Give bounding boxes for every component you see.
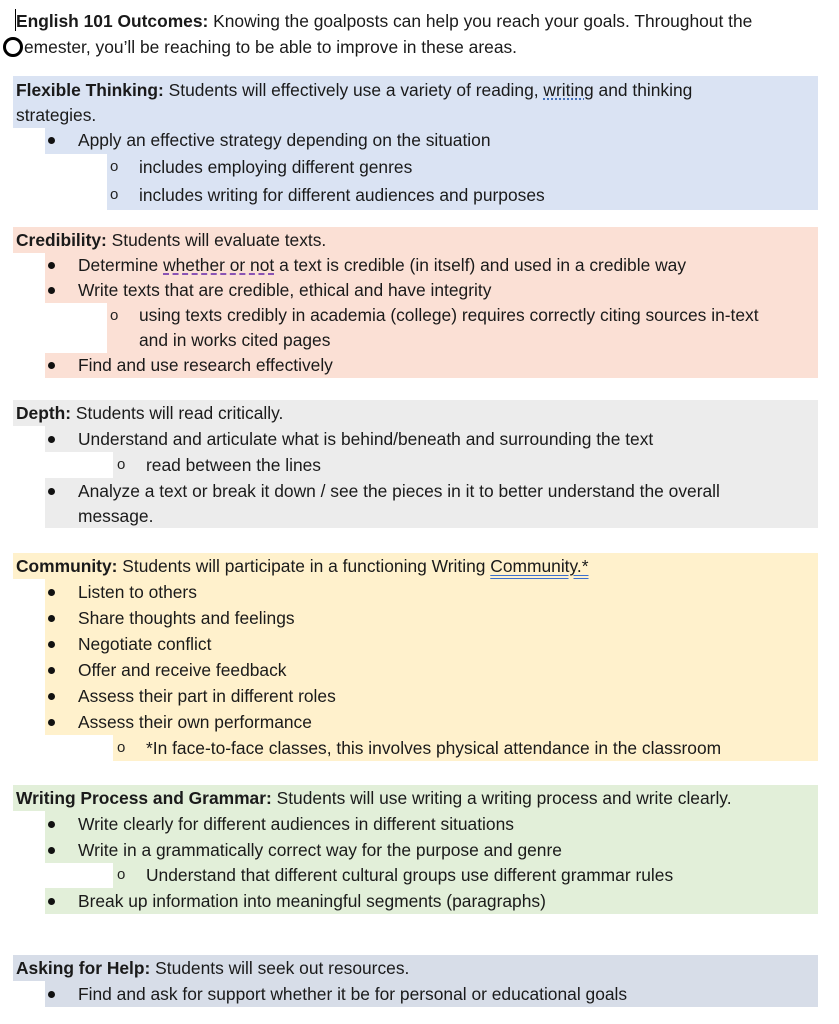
list-item: Share thoughts and feelings	[78, 608, 295, 628]
sub-bullet-icon: o	[110, 186, 119, 203]
list-item: Understand and articulate what is behind/beneath and surrounding the text	[78, 429, 654, 449]
list-item: *In face-to-face classes, this involves physical attendance in the classroom	[146, 738, 722, 758]
list-item: includes employing different genres	[139, 157, 413, 177]
writing-lead-text: Students will use writing a writing process and write clearly.	[271, 788, 732, 808]
list-item: includes writing for different audiences and purposes	[139, 185, 545, 205]
bullet-icon	[48, 262, 55, 269]
depth-lead	[16, 400, 283, 426]
intro-line-2	[24, 34, 517, 60]
bullet-icon	[48, 615, 55, 622]
flexible-spell-underline: writing	[543, 80, 594, 100]
bullet-icon	[48, 693, 55, 700]
bullet-icon	[48, 641, 55, 648]
bullet-icon	[48, 898, 55, 905]
intro-text-2: emester, you’ll be reaching to be able to improve in these areas.	[24, 37, 518, 57]
list-item: Offer and receive feedback	[78, 660, 287, 680]
writing-lead	[16, 785, 732, 811]
bullet-icon	[48, 991, 55, 998]
bullet-icon	[48, 137, 55, 144]
flexible-heading: Flexible Thinking:	[16, 80, 164, 100]
bullet-icon	[48, 436, 55, 443]
bullet-icon	[48, 847, 55, 854]
list-item: Understand that different cultural groups use different grammar rules	[146, 865, 674, 885]
help-heading: Asking for Help:	[16, 958, 151, 978]
flexible-lead-line-2	[16, 102, 96, 128]
list-item: Analyze a text or break it down / see the pieces in it to better understand the overall	[78, 481, 720, 501]
bullet-icon	[48, 287, 55, 294]
list-item: using texts credibly in academia (college) requires correctly citing sources in-text	[139, 305, 759, 325]
sub-bullet-icon: o	[110, 307, 119, 324]
list-item: Write in a grammatically correct way for the purpose and genre	[78, 840, 562, 860]
credibility-heading: Credibility:	[16, 230, 107, 250]
bullet-icon	[48, 821, 55, 828]
credibility-lead	[16, 227, 326, 253]
help-lead	[16, 955, 409, 981]
bullet-icon	[48, 362, 55, 369]
sub-bullet-icon: o	[117, 456, 126, 473]
intro-text-1: Knowing the goalposts can help you reach your goals. Throughout the	[208, 11, 753, 31]
list-item: Find and ask for support whether it be for personal or educational goals	[78, 984, 628, 1004]
bullet-icon	[48, 667, 55, 674]
sub-bullet-icon: o	[117, 739, 126, 756]
credibility-lead-text: Students will evaluate texts.	[106, 230, 327, 250]
list-item: Write clearly for different audiences in different situations	[78, 814, 514, 834]
list-item-continuation: and in works cited pages	[139, 330, 331, 350]
bullet-icon	[48, 488, 55, 495]
grammar-underline: whether or not	[163, 255, 275, 275]
list-item: read between the lines	[146, 455, 321, 475]
list-item: Find and use research effectively	[78, 355, 333, 375]
help-lead-text: Students will seek out resources.	[150, 958, 410, 978]
flexible-lead-b: and thinking	[593, 80, 693, 100]
list-item: Negotiate conflict	[78, 634, 212, 654]
depth-lead-text: Students will read critically.	[71, 403, 284, 423]
flexible-lead	[16, 77, 692, 103]
list-item: Assess their part in different roles	[78, 686, 336, 706]
intro-line-1	[16, 8, 752, 34]
sub-bullet-icon: o	[110, 158, 119, 175]
credibility-b1-b: a text is credible (in itself) and used in a credible way	[274, 255, 687, 275]
list-item: Apply an effective strategy depending on the situation	[78, 130, 491, 150]
list-item: Assess their own performance	[78, 712, 312, 732]
community-heading: Community:	[16, 556, 118, 576]
list-item: Break up information into meaningful segments (paragraphs)	[78, 891, 546, 911]
intro-title: English 101 Outcomes:	[16, 11, 209, 31]
flexible-lead-a: Students will effectively use a variety of reading,	[163, 80, 544, 100]
circle-marker-icon	[3, 37, 23, 57]
list-item: Write texts that are credible, ethical and have integrity	[78, 280, 492, 300]
community-lead-text: Students will participate in a functioning Writing	[117, 556, 491, 576]
flexible-lead-2: strategies.	[16, 105, 97, 125]
writing-heading: Writing Process and Grammar:	[16, 788, 272, 808]
list-item	[78, 252, 686, 278]
depth-heading: Depth:	[16, 403, 72, 423]
credibility-b1-a: Determine	[78, 255, 164, 275]
bullet-icon	[48, 589, 55, 596]
list-item-continuation: message.	[78, 506, 154, 526]
list-item: Listen to others	[78, 582, 197, 602]
community-lead	[16, 553, 589, 579]
community-link: Community.*	[490, 556, 589, 576]
sub-bullet-icon: o	[117, 866, 126, 883]
bullet-icon	[48, 719, 55, 726]
